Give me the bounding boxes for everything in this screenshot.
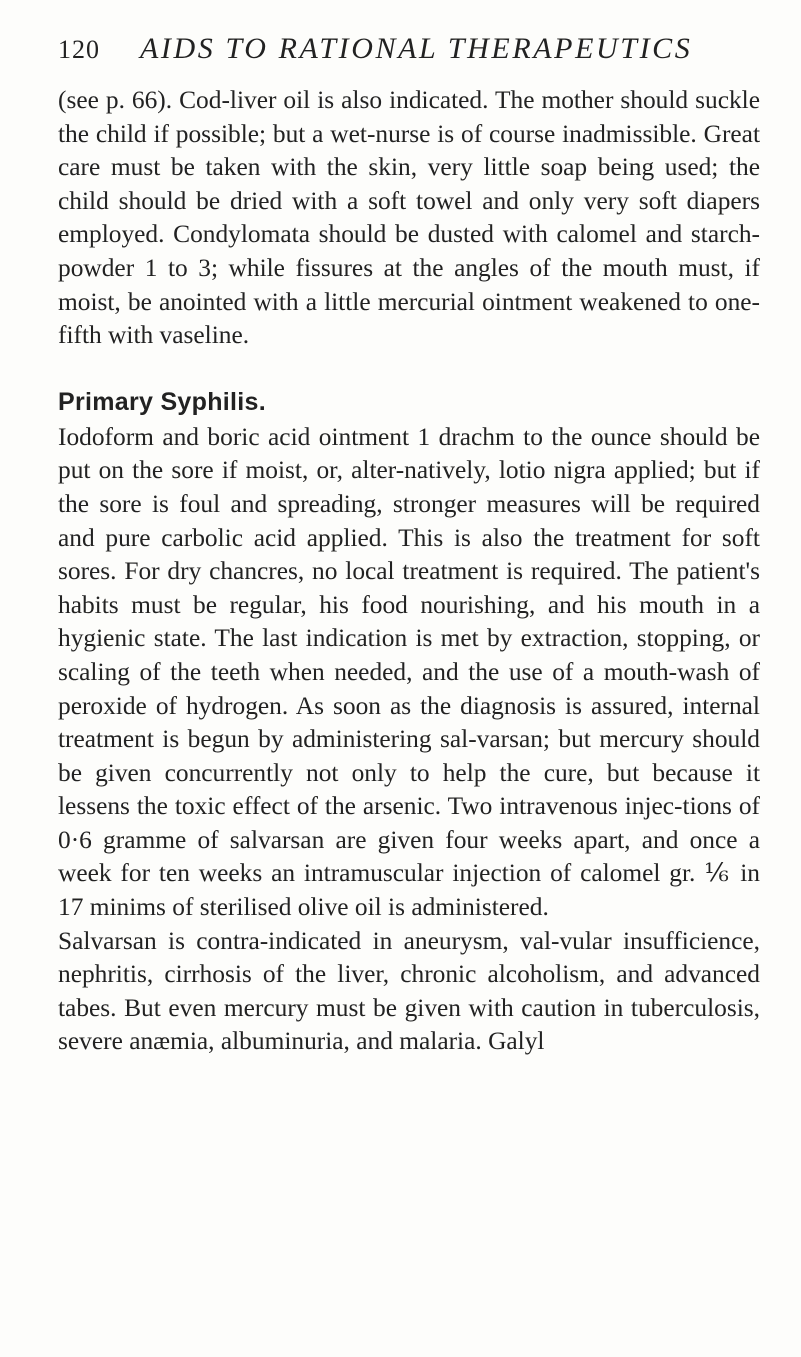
section-heading: Primary Syphilis.	[58, 387, 266, 416]
book-page	[58, 32, 760, 1059]
paragraph-contra-indications: Salvarsan is contra-indicated in aneurysm, val-vular insufficience, nephritis, cirrhosis of the liver, chronic alcoholism, and advanced tabes. But even mercury must be given with caution in tuberculosis, severe anæmia, albuminuria, and malaria. Galyl	[58, 926, 760, 1056]
paragraph-primary-syphilis: Iodoform and boric acid ointment 1 drachm to the ounce should be put on the sore if moist, or, alter-natively, lotio nigra applied; but if the sore is foul and spreading, stronger measures will be required and pure carbolic acid applied. This is also the treatment for soft sores. For dry chancres, no local treatment is required. The patient's habits must be regular, his food nourishing, and his mouth in a hygienic state. The last indication is met by extraction, stopping, or scaling of the teeth when needed, and the use of a mouth-wash of peroxide of hydrogen. As soon as the diagnosis is assured, internal treatment is begun by administering sal-varsan; but mercury should be given concurrently not only to help the cure, but because it lessens the toxic effect of the arsenic. Two intravenous injec-tions of 0·6 gramme of salvarsan are given four weeks apart, and once a week for ten weeks an intramuscular injection of calomel gr. ⅙ in 17 minims of sterilised olive oil is administered.	[58, 422, 760, 922]
running-header	[58, 32, 760, 76]
paragraph-continued: (see p. 66). Cod-liver oil is also indicated. The mother should suckle the child if possible; but a wet-nurse is of course inadmissible. Great care must be taken with the skin, very little soap being used; the child should be dried with a soft towel and only very soft diapers employed. Condylomata should be dusted with calomel and starch-powder 1 to 3; while fissures at the angles of the mouth must, if moist, be anointed with a little mercurial ointment weakened to one-fifth with vaseline.	[58, 86, 760, 350]
page-number: 120	[58, 35, 100, 64]
running-title: AIDS TO RATIONAL THERAPEUTICS	[140, 32, 693, 65]
